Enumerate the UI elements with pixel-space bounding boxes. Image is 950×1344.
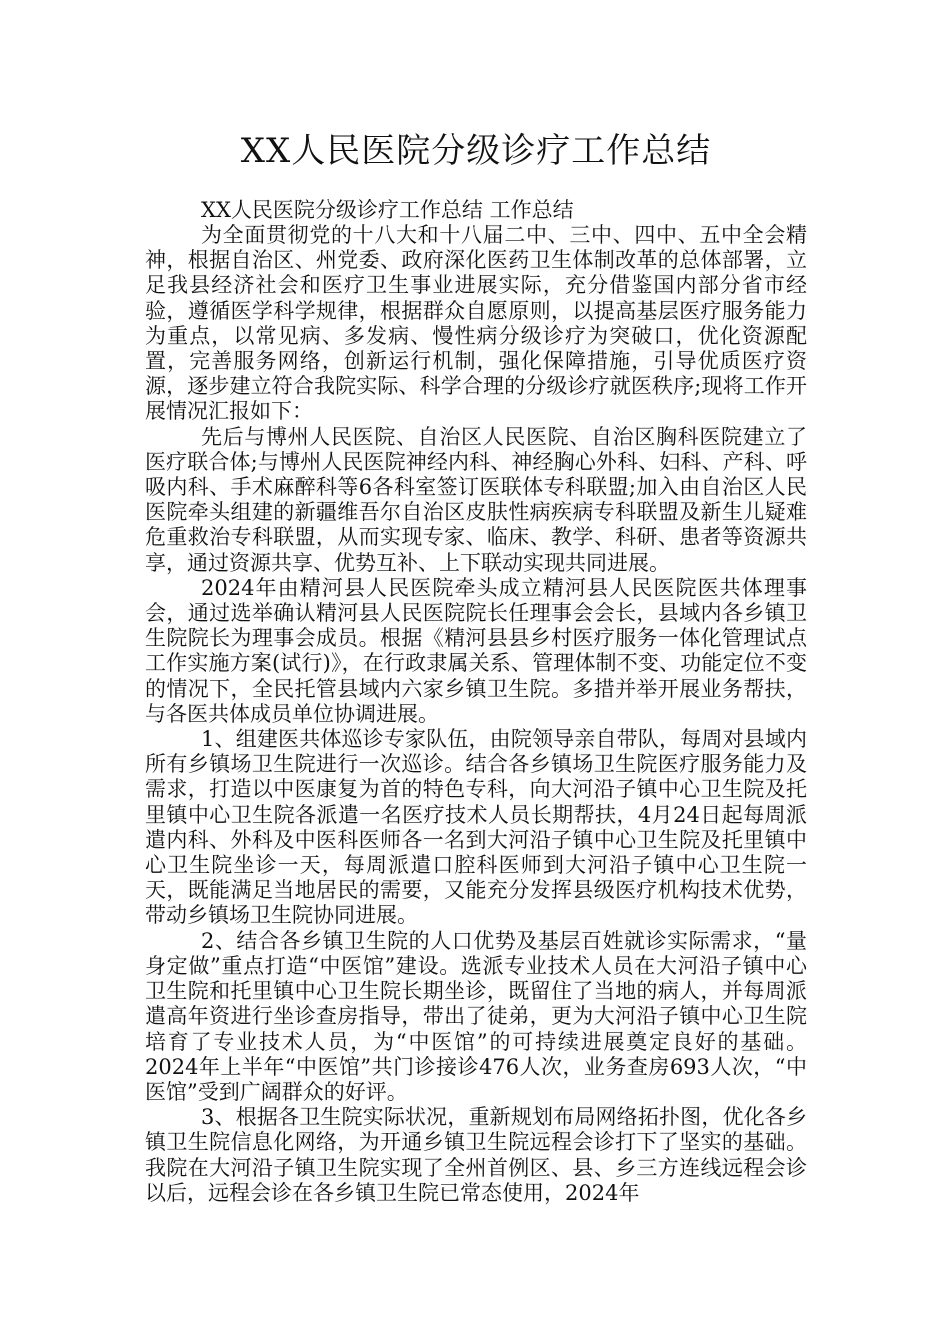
paragraph-medical-community: 2024年由精河县人民医院牵头成立精河县人民医院医共体理事会，通过选举确认精河县人民医院院长任理事会会长，县域内各乡镇卫生院院长为理事会成员。根据《精河县县乡村医疗服务一体化管理试点工作实施方案(试行)》，在行政隶属关系、管理体制不变、功能定位不变的情况下，全民托管县域内六家乡镇卫生院。多措并举开展业务帮扶，与各医共体成员单位协调进展。 bbox=[145, 575, 807, 726]
document-page bbox=[145, 128, 807, 1206]
paragraph-item-3: 3、根据各卫生院实际状况，重新规划布局网络拓扑图，优化各乡镇卫生院信息化网络，为开通乡镇卫生院远程会诊打下了坚实的基础。我院在大河沿子镇卫生院实现了全州首例区、县、乡三方连线远程会诊以后，远程会诊在各乡镇卫生院已常态使用，2024年 bbox=[145, 1105, 807, 1205]
document-title: XX人民医院分级诊疗工作总结 bbox=[240, 131, 712, 171]
paragraph-item-2: 2、结合各乡镇卫生院的人口优势及基层百姓就诊实际需求，“量身定做”重点打造“中医馆”建设。选派专业技术人员在大河沿子镇中心卫生院和托里镇中心卫生院长期坐诊，既留住了当地的病人，并每周派遣高年资进行坐诊查房指导，带出了徒弟，更为大河沿子镇中心卫生院培育了专业技术人员，为“中医馆”的可持续进展奠定良好的基础。2024年上半年“中医馆”共门诊接诊476人次，业务查房693人次，“中医馆”受到广阔群众的好评。 bbox=[145, 928, 807, 1104]
paragraph-intro: 为全面贯彻党的十八大和十八届二中、三中、四中、五中全会精神，根据自治区、州党委、政府深化医药卫生体制改革的总体部署，立足我县经济社会和医疗卫生事业进展实际，充分借鉴国内部分省市经验，遵循医学科学规律，根据群众自愿原则，以提高基层医疗服务能力为重点，以常见病、多发病、慢性病分级诊疗为突破口，优化资源配置，完善服务网络，创新运行机制，强化保障措施，引导优质医疗资源，逐步建立符合我院实际、科学合理的分级诊疗就医秩序;现将工作开展情况汇报如下： bbox=[145, 223, 807, 424]
paragraph-medical-alliance: 先后与博州人民医院、自治区人民医院、自治区胸科医院建立了医疗联合体;与博州人民医院神经内科、神经胸心外科、妇科、产科、呼吸内科、手术麻醉科等6各科室签订医联体专科联盟;加入由自治区人民医院牵头组建的新疆维吾尔自治区皮肤性病疾病专科联盟及新生儿疑难危重救治专科联盟，从而实现专家、临床、教学、科研、患者等资源共享，通过资源共享、优势互补、上下联动实现共同进展。 bbox=[145, 424, 807, 575]
paragraph-item-1: 1、组建医共体巡诊专家队伍，由院领导亲自带队，每周对县域内所有乡镇场卫生院进行一次巡诊。结合各乡镇场卫生院医疗服务能力及需求，打造以中医康复为首的特色专科，向大河沿子镇中心卫生院及托里镇中心卫生院各派遣一名医疗技术人员长期帮扶，4月24日起每周派遣内科、外科及中医科医师各一名到大河沿子镇中心卫生院及托里镇中心卫生院坐诊一天，每周派遣口腔科医师到大河沿子镇中心卫生院一天，既能满足当地居民的需要，又能充分发挥县级医疗机构技术优势，带动乡镇场卫生院协同进展。 bbox=[145, 727, 807, 928]
document-subtitle: XX人民医院分级诊疗工作总结 工作总结 bbox=[201, 198, 574, 222]
